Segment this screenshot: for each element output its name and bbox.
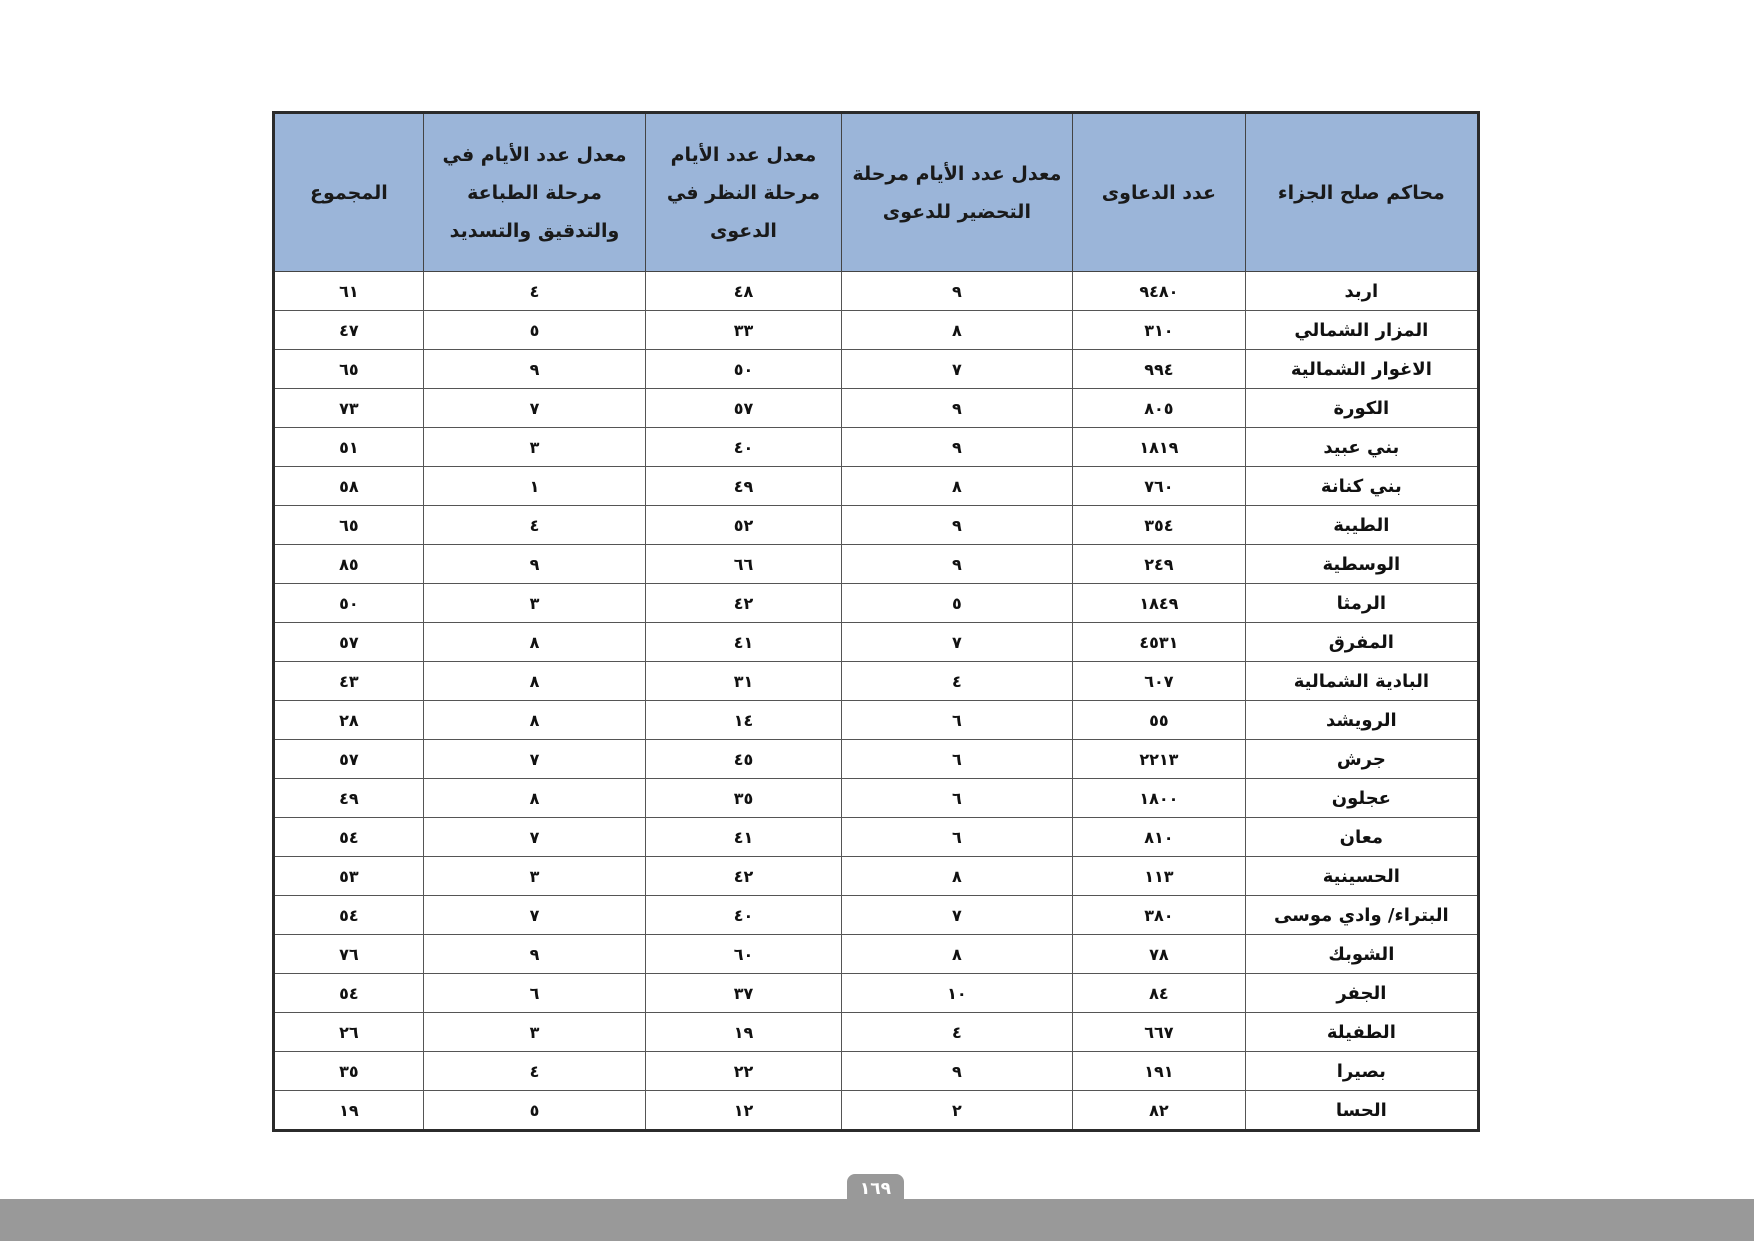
printing-days: ٤: [423, 1052, 645, 1091]
court-name: بني عبيد: [1245, 428, 1478, 467]
court-name: بصيرا: [1245, 1052, 1478, 1091]
table-row: [274, 662, 1479, 701]
printing-days: ٥: [423, 1091, 645, 1131]
case-count: ٢٢١٣: [1073, 740, 1246, 779]
printing-days: ٦: [423, 974, 645, 1013]
court-name: الكورة: [1245, 389, 1478, 428]
preparation-days: ٨: [841, 935, 1072, 974]
review-days: ٣١: [646, 662, 841, 701]
total-days: ٥٠: [274, 584, 424, 623]
total-days: ٧٣: [274, 389, 424, 428]
printing-days: ٣: [423, 584, 645, 623]
review-days: ١٢: [646, 1091, 841, 1131]
case-count: ٨٢: [1073, 1091, 1246, 1131]
table-row: [274, 272, 1479, 311]
court-name: جرش: [1245, 740, 1478, 779]
total-days: ٢٨: [274, 701, 424, 740]
case-count: ٩٩٤: [1073, 350, 1246, 389]
table-row: [274, 506, 1479, 545]
printing-days: ٣: [423, 428, 645, 467]
preparation-days: ٧: [841, 350, 1072, 389]
footer-bar: [0, 1199, 1754, 1241]
total-days: ٦٥: [274, 350, 424, 389]
table-row: [274, 584, 1479, 623]
review-days: ٤٠: [646, 896, 841, 935]
preparation-days: ٨: [841, 857, 1072, 896]
total-days: ٢٦: [274, 1013, 424, 1052]
table-row: [274, 1091, 1479, 1131]
table-row: [274, 857, 1479, 896]
case-count: ٦٦٧: [1073, 1013, 1246, 1052]
table-row: [274, 311, 1479, 350]
preparation-days: ٩: [841, 272, 1072, 311]
case-count: ٧٦٠: [1073, 467, 1246, 506]
preparation-days: ٩: [841, 1052, 1072, 1091]
case-count: ٣١٠: [1073, 311, 1246, 350]
court-name: الحسا: [1245, 1091, 1478, 1131]
court-name: البتراء/ وادي موسى: [1245, 896, 1478, 935]
header-review-days: معدل عدد الأيام مرحلة النظر في الدعوى: [646, 113, 841, 272]
printing-days: ١: [423, 467, 645, 506]
total-days: ٥٧: [274, 623, 424, 662]
court-name: المفرق: [1245, 623, 1478, 662]
total-days: ٤٣: [274, 662, 424, 701]
review-days: ٤٥: [646, 740, 841, 779]
court-name: الحسينية: [1245, 857, 1478, 896]
case-count: ٣٥٤: [1073, 506, 1246, 545]
table-row: [274, 350, 1479, 389]
total-days: ٥٤: [274, 818, 424, 857]
court-name: عجلون: [1245, 779, 1478, 818]
review-days: ٥٠: [646, 350, 841, 389]
court-name: بني كنانة: [1245, 467, 1478, 506]
table-row: [274, 896, 1479, 935]
court-name: الرويشد: [1245, 701, 1478, 740]
preparation-days: ٩: [841, 389, 1072, 428]
review-days: ٣٣: [646, 311, 841, 350]
review-days: ٣٥: [646, 779, 841, 818]
review-days: ٤٠: [646, 428, 841, 467]
header-total: المجموع: [274, 113, 424, 272]
preparation-days: ٦: [841, 701, 1072, 740]
review-days: ٦٦: [646, 545, 841, 584]
court-name: الوسطية: [1245, 545, 1478, 584]
total-days: ٧٦: [274, 935, 424, 974]
printing-days: ٤: [423, 272, 645, 311]
total-days: ٥٤: [274, 974, 424, 1013]
total-days: ٤٧: [274, 311, 424, 350]
preparation-days: ٨: [841, 467, 1072, 506]
total-days: ١٩: [274, 1091, 424, 1131]
printing-days: ٩: [423, 935, 645, 974]
court-name: اربد: [1245, 272, 1478, 311]
case-count: ٤٥٣١: [1073, 623, 1246, 662]
court-name: البادية الشمالية: [1245, 662, 1478, 701]
preparation-days: ٨: [841, 311, 1072, 350]
preparation-days: ٩: [841, 545, 1072, 584]
printing-days: ٥: [423, 311, 645, 350]
preparation-days: ٥: [841, 584, 1072, 623]
court-name: معان: [1245, 818, 1478, 857]
total-days: ٦٥: [274, 506, 424, 545]
preparation-days: ٩: [841, 428, 1072, 467]
case-count: ١٨٤٩: [1073, 584, 1246, 623]
table-row: [274, 779, 1479, 818]
printing-days: ٧: [423, 740, 645, 779]
preparation-days: ٧: [841, 896, 1072, 935]
header-printing-days: معدل عدد الأيام في مرحلة الطباعة والتدقيق والتسديد: [423, 113, 645, 272]
table-row: [274, 428, 1479, 467]
table-row: [274, 467, 1479, 506]
table-row: [274, 1052, 1479, 1091]
preparation-days: ٤: [841, 662, 1072, 701]
printing-days: ٧: [423, 389, 645, 428]
total-days: ٤٩: [274, 779, 424, 818]
header-court: محاكم صلح الجزاء: [1245, 113, 1478, 272]
printing-days: ٨: [423, 623, 645, 662]
total-days: ٥١: [274, 428, 424, 467]
case-count: ٨١٠: [1073, 818, 1246, 857]
preparation-days: ٦: [841, 740, 1072, 779]
case-count: ١٩١: [1073, 1052, 1246, 1091]
case-count: ٨٠٥: [1073, 389, 1246, 428]
printing-days: ٨: [423, 701, 645, 740]
case-count: ٨٤: [1073, 974, 1246, 1013]
total-days: ٥٧: [274, 740, 424, 779]
preparation-days: ٦: [841, 779, 1072, 818]
printing-days: ٧: [423, 818, 645, 857]
review-days: ٤٢: [646, 584, 841, 623]
court-name: الرمثا: [1245, 584, 1478, 623]
total-days: ٦١: [274, 272, 424, 311]
review-days: ١٩: [646, 1013, 841, 1052]
review-days: ٤٨: [646, 272, 841, 311]
court-name: الاغوار الشمالية: [1245, 350, 1478, 389]
review-days: ٥٧: [646, 389, 841, 428]
case-count: ١٨٠٠: [1073, 779, 1246, 818]
review-days: ٢٢: [646, 1052, 841, 1091]
total-days: ٥٤: [274, 896, 424, 935]
page-number: ١٦٩: [847, 1174, 904, 1202]
total-days: ٥٣: [274, 857, 424, 896]
preparation-days: ٧: [841, 623, 1072, 662]
review-days: ٤١: [646, 623, 841, 662]
table-row: [274, 545, 1479, 584]
table-row: [274, 818, 1479, 857]
table-row: [274, 623, 1479, 662]
review-days: ٤٢: [646, 857, 841, 896]
case-count: ٥٥: [1073, 701, 1246, 740]
printing-days: ٩: [423, 545, 645, 584]
preparation-days: ٩: [841, 506, 1072, 545]
review-days: ٥٢: [646, 506, 841, 545]
court-duration-table: [272, 111, 1480, 1132]
preparation-days: ٢: [841, 1091, 1072, 1131]
printing-days: ٤: [423, 506, 645, 545]
table-row: [274, 935, 1479, 974]
printing-days: ٣: [423, 1013, 645, 1052]
table-row: [274, 974, 1479, 1013]
printing-days: ٨: [423, 662, 645, 701]
total-days: ٥٨: [274, 467, 424, 506]
review-days: ٦٠: [646, 935, 841, 974]
court-name: الجفر: [1245, 974, 1478, 1013]
header-preparation-days: معدل عدد الأيام مرحلة التحضير للدعوى: [841, 113, 1072, 272]
total-days: ٨٥: [274, 545, 424, 584]
court-name: الطفيلة: [1245, 1013, 1478, 1052]
table-row: [274, 740, 1479, 779]
table-row: [274, 389, 1479, 428]
case-count: ٦٠٧: [1073, 662, 1246, 701]
review-days: ٤١: [646, 818, 841, 857]
header-row: [274, 113, 1479, 272]
review-days: ٤٩: [646, 467, 841, 506]
case-count: ٩٤٨٠: [1073, 272, 1246, 311]
case-count: ١٨١٩: [1073, 428, 1246, 467]
review-days: ٣٧: [646, 974, 841, 1013]
preparation-days: ٤: [841, 1013, 1072, 1052]
preparation-days: ١٠: [841, 974, 1072, 1013]
preparation-days: ٦: [841, 818, 1072, 857]
printing-days: ٨: [423, 779, 645, 818]
review-days: ١٤: [646, 701, 841, 740]
total-days: ٣٥: [274, 1052, 424, 1091]
court-name: الشوبك: [1245, 935, 1478, 974]
case-count: ٧٨: [1073, 935, 1246, 974]
header-case-count: عدد الدعاوى: [1073, 113, 1246, 272]
case-count: ٢٤٩: [1073, 545, 1246, 584]
printing-days: ٣: [423, 857, 645, 896]
table-row: [274, 1013, 1479, 1052]
printing-days: ٩: [423, 350, 645, 389]
court-name: المزار الشمالي: [1245, 311, 1478, 350]
table-row: [274, 701, 1479, 740]
case-count: ١١٣: [1073, 857, 1246, 896]
court-name: الطيبة: [1245, 506, 1478, 545]
printing-days: ٧: [423, 896, 645, 935]
case-count: ٣٨٠: [1073, 896, 1246, 935]
